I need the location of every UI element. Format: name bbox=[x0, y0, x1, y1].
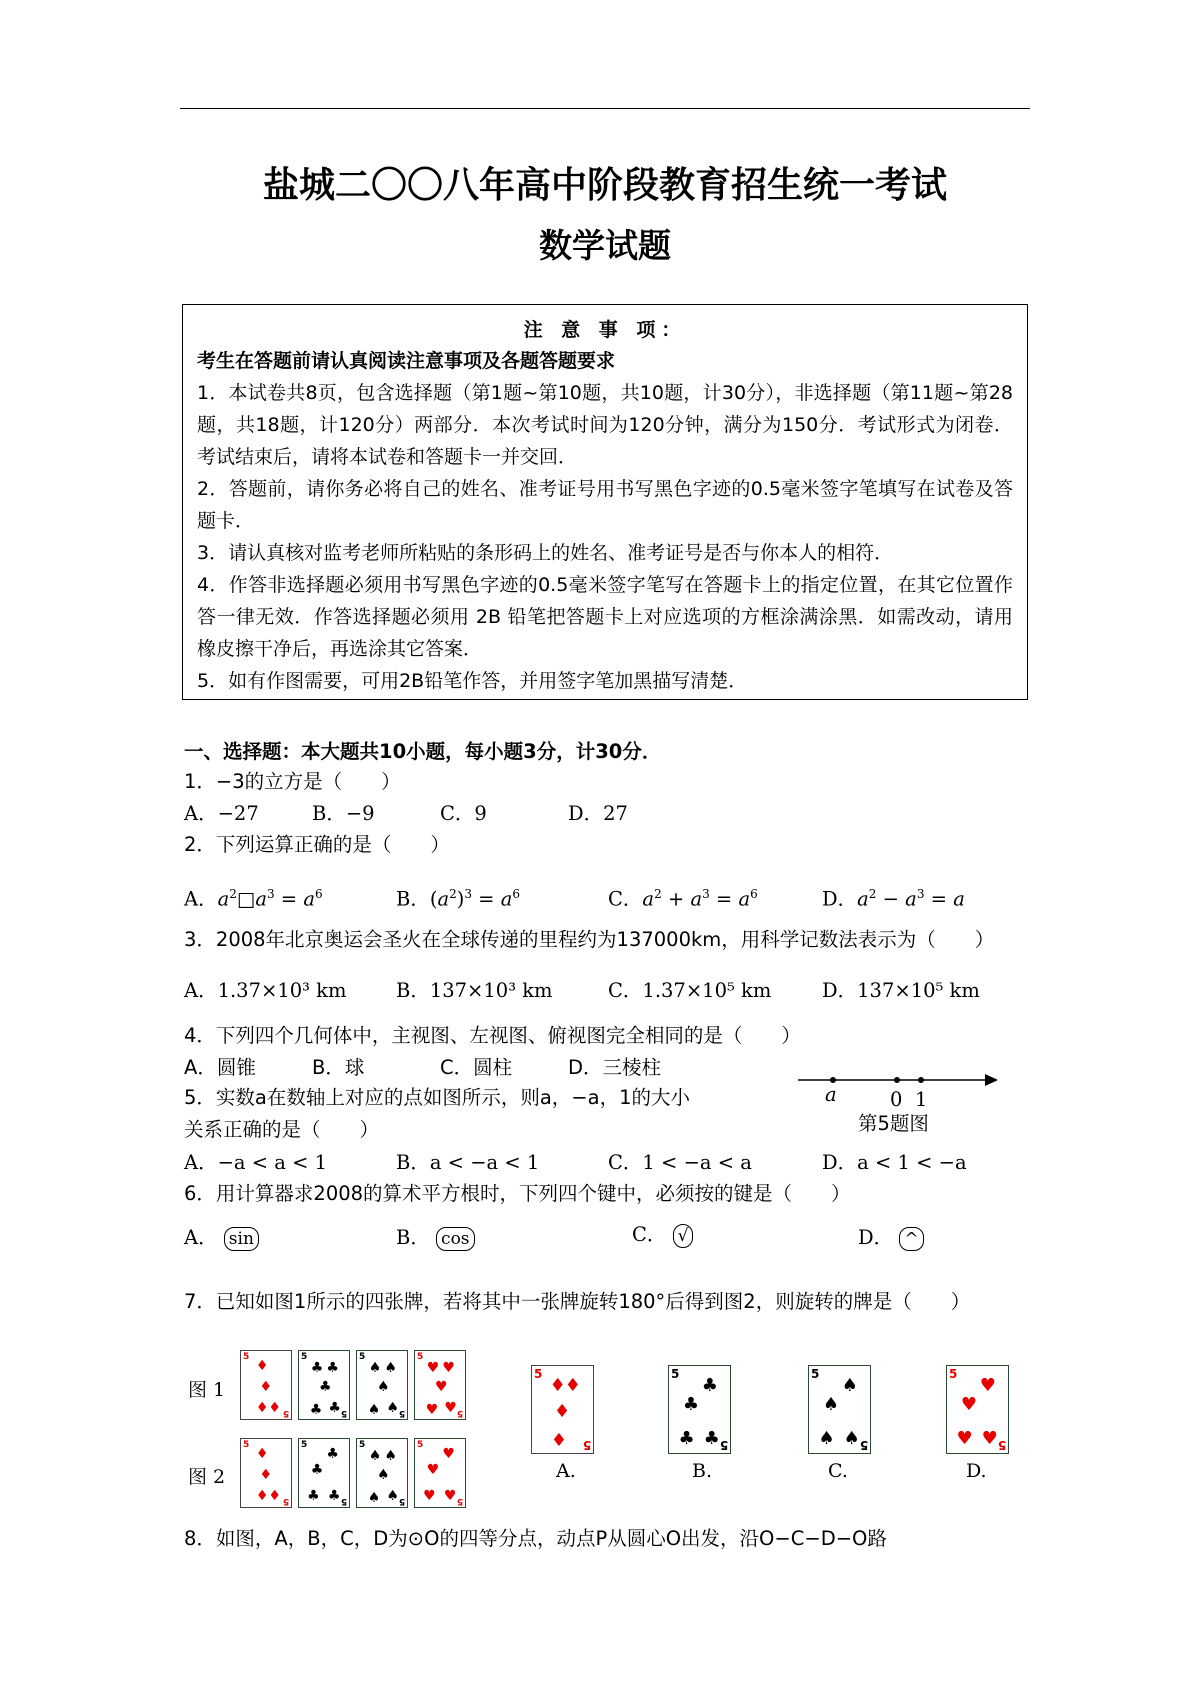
suit-pip-icon: ♦ bbox=[554, 1401, 571, 1423]
suit-pip-icon: ♥ bbox=[442, 1359, 455, 1376]
q5-option-b: B．a < −a < 1 bbox=[396, 1151, 540, 1174]
suit-pip-icon: ♠ bbox=[368, 1447, 382, 1464]
notice-heading: 注 意 事 项： bbox=[523, 319, 687, 341]
q7-option-a: A. bbox=[556, 1460, 576, 1482]
card-rank-top: 5 bbox=[417, 1440, 424, 1450]
notice-box bbox=[182, 304, 1028, 700]
suit-pip-icon: ♥ bbox=[435, 1379, 448, 1396]
q6-option-c: C． √ bbox=[632, 1221, 693, 1249]
q4-option-d: D．三棱柱 bbox=[568, 1056, 662, 1079]
suit-pip-icon: ♠ bbox=[384, 1359, 397, 1376]
notice-subheading: 考生在答题前请认真阅读注意事项及各题答题要求 bbox=[197, 350, 616, 372]
club-card bbox=[298, 1438, 350, 1508]
suit-pip-icon: ♦ bbox=[259, 1379, 273, 1396]
suit-pip-icon: ♠ bbox=[386, 1400, 399, 1417]
q7-option-d: D. bbox=[966, 1460, 987, 1482]
diamond-card bbox=[240, 1350, 292, 1420]
diamond-card bbox=[531, 1365, 594, 1454]
suit-pip-icon: ♠ bbox=[843, 1428, 860, 1450]
card-rank-bottom: 5 bbox=[282, 1496, 289, 1506]
card-rank-top: 5 bbox=[301, 1440, 308, 1450]
card-rank-bottom: 5 bbox=[398, 1496, 405, 1506]
q2-stem: 2．下列运算正确的是（ ） bbox=[184, 833, 450, 856]
q1-stem: 1．−3的立方是（ ） bbox=[184, 770, 401, 793]
spade-card bbox=[356, 1438, 408, 1508]
card-rank-bottom: 5 bbox=[456, 1408, 463, 1418]
q7-stem: 7．已知如图1所示的四张牌，若将其中一张牌旋转180°后得到图2，则旋转的牌是（ ） bbox=[184, 1290, 971, 1313]
suit-pip-icon: ♣ bbox=[309, 1401, 323, 1418]
suit-pip-icon: ♣ bbox=[703, 1428, 720, 1450]
suit-pip-icon: ♣ bbox=[326, 1446, 339, 1463]
q1-option-b: B．−9 bbox=[312, 802, 375, 825]
heart-card bbox=[946, 1365, 1009, 1454]
notice-item: 2．答题前，请你务必将自己的姓名、准考证号用书写黑色字迹的0.5毫米签字笔填写在试卷及答题卡． bbox=[197, 478, 1013, 532]
suit-pip-icon: ♠ bbox=[377, 1379, 390, 1396]
q5-label-1: 1 bbox=[915, 1088, 928, 1111]
q3-option-c: C．1.37×10⁵ km bbox=[608, 979, 772, 1002]
q6-stem: 6．用计算器求2008的算术平方根时，下列四个键中，必须按的键是（ ） bbox=[184, 1182, 851, 1205]
suit-pip-icon: ♠ bbox=[841, 1374, 858, 1396]
card-rank-top: 5 bbox=[671, 1367, 680, 1381]
suit-pip-icon: ♥ bbox=[423, 1488, 436, 1505]
suit-pip-icon: ♣ bbox=[678, 1428, 695, 1450]
suit-pip-icon: ♠ bbox=[367, 1401, 381, 1418]
q2-option-c: C．$a^2 + a^3 = a^6$ bbox=[608, 887, 758, 911]
club-card bbox=[668, 1365, 731, 1454]
suit-pip-icon: ♦ bbox=[259, 1467, 273, 1484]
suit-pip-icon: ♦ bbox=[268, 1488, 281, 1505]
q2-option-a: A．$a^2□a^3 = a^6$ bbox=[184, 887, 323, 911]
suit-pip-icon: ♣ bbox=[327, 1488, 341, 1505]
q2-option-d: D．$a^2 - a^3 = a$ bbox=[822, 887, 965, 911]
card-rank-bottom: 5 bbox=[582, 1438, 591, 1452]
suit-pip-icon: ♣ bbox=[326, 1359, 339, 1376]
q3-option-a: A．1.37×10³ km bbox=[184, 979, 347, 1002]
suit-pip-icon: ♣ bbox=[328, 1400, 341, 1417]
sin-key-icon: sin bbox=[224, 1227, 259, 1251]
q6-option-b: B． cos bbox=[396, 1224, 475, 1252]
q6-option-d: D． ^ bbox=[858, 1224, 924, 1252]
diamond-card bbox=[240, 1438, 292, 1508]
card-rank-top: 5 bbox=[243, 1440, 250, 1450]
q4-stem: 4．下列四个几何体中，主视图、左视图、俯视图完全相同的是（ ） bbox=[184, 1024, 801, 1047]
suit-pip-icon: ♠ bbox=[818, 1428, 835, 1450]
power-key-icon: ^ bbox=[899, 1227, 923, 1251]
card-rank-top: 5 bbox=[534, 1367, 543, 1381]
exam-subtitle: 数学试题 bbox=[539, 226, 671, 265]
heart-card bbox=[414, 1350, 466, 1420]
suit-pip-icon: ♣ bbox=[319, 1379, 332, 1396]
card-rank-bottom: 5 bbox=[398, 1408, 405, 1418]
suit-pip-icon: ♠ bbox=[377, 1467, 390, 1484]
notice-item: 4．作答非选择题必须用书写黑色字迹的0.5毫米签字笔写在答题卡上的指定位置，在其它位置作答一律无效．作答选择题必须用 2B 铅笔把答题卡上对应选项的方框涂满涂黑．如需改动，请用橡皮擦干净后，再选涂其它答案． bbox=[197, 574, 1013, 660]
suit-pip-icon: ♥ bbox=[981, 1428, 998, 1450]
notice-item: 1．本试卷共8页，包含选择题（第1题~第10题，共10题，计30分），非选择题（第11题~第28题，共18题，计120分）两部分．本次考试时间为120分钟，满分为150分．考试形式为闭卷．考试结束后，请将本试卷和答题卡一并交回． bbox=[197, 382, 1013, 468]
q5-stem-line1: 5．实数a在数轴上对应的点如图所示，则a，−a，1的大小 bbox=[184, 1086, 691, 1109]
card-rank-bottom: 5 bbox=[997, 1438, 1006, 1452]
suit-pip-icon: ♦ bbox=[255, 1446, 269, 1463]
q5-stem-line2: 关系正确的是（ ） bbox=[184, 1118, 380, 1141]
suit-pip-icon: ♠ bbox=[367, 1489, 381, 1506]
card-rank-bottom: 5 bbox=[456, 1496, 463, 1506]
card-rank-top: 5 bbox=[417, 1352, 424, 1362]
suit-pip-icon: ♦ bbox=[255, 1400, 269, 1417]
suit-pip-icon: ♥ bbox=[426, 1461, 440, 1478]
q2-option-b: B．$(a^2)^3 = a^6$ bbox=[396, 887, 521, 911]
q7-option-c: C. bbox=[828, 1460, 848, 1482]
q3-option-d: D．137×10⁵ km bbox=[822, 979, 980, 1002]
suit-pip-icon: ♠ bbox=[822, 1394, 839, 1416]
suit-pip-icon: ♥ bbox=[956, 1428, 973, 1450]
q3-option-b: B．137×10³ km bbox=[396, 979, 553, 1002]
suit-pip-icon: ♥ bbox=[979, 1374, 996, 1396]
card-rank-top: 5 bbox=[359, 1440, 366, 1450]
card-rank-top: 5 bbox=[811, 1367, 820, 1381]
q1-option-c: C．9 bbox=[440, 802, 487, 825]
suit-pip-icon: ♦ bbox=[268, 1400, 281, 1417]
card-rank-bottom: 5 bbox=[282, 1408, 289, 1418]
suit-pip-icon: ♥ bbox=[426, 1359, 440, 1376]
card-rank-bottom: 5 bbox=[340, 1408, 347, 1418]
suit-pip-icon: ♥ bbox=[444, 1400, 457, 1417]
q4-option-a: A．圆锥 bbox=[184, 1056, 256, 1079]
q5-option-a: A．−a < a < 1 bbox=[184, 1151, 328, 1174]
q7-option-b: B. bbox=[692, 1460, 713, 1482]
spade-card bbox=[808, 1365, 871, 1454]
suit-pip-icon: ♦ bbox=[549, 1374, 566, 1396]
cos-key-icon: cos bbox=[436, 1227, 474, 1251]
q6-option-a: A． sin bbox=[184, 1224, 259, 1252]
suit-pip-icon: ♥ bbox=[425, 1401, 439, 1418]
suit-pip-icon: ♣ bbox=[307, 1488, 320, 1505]
card-rank-top: 5 bbox=[243, 1352, 250, 1362]
card-rank-bottom: 5 bbox=[719, 1438, 728, 1452]
section-heading: 一、选择题：本大题共10小题，每小题3分，计30分． bbox=[184, 740, 662, 763]
suit-pip-icon: ♠ bbox=[384, 1447, 397, 1464]
card-rank-bottom: 5 bbox=[340, 1496, 347, 1506]
exam-title: 盐城二〇〇八年高中阶段教育招生统一考试 bbox=[262, 165, 947, 206]
suit-pip-icon: ♦ bbox=[550, 1429, 568, 1451]
sqrt-key-icon: √ bbox=[673, 1224, 694, 1248]
q4-option-b: B．球 bbox=[312, 1056, 365, 1079]
q5-label-a: a bbox=[825, 1083, 837, 1106]
spade-card bbox=[356, 1350, 408, 1420]
suit-pip-icon: ♣ bbox=[701, 1374, 718, 1396]
suit-pip-icon: ♣ bbox=[310, 1461, 324, 1478]
suit-pip-icon: ♠ bbox=[386, 1488, 399, 1505]
q8-stem: 8．如图，A，B，C，D为⊙O的四等分点，动点P从圆心O出发，沿O−C−D−O路 bbox=[184, 1527, 887, 1550]
q5-option-c: C．1 < −a < a bbox=[608, 1151, 752, 1174]
q5-option-d: D．a < 1 < −a bbox=[822, 1151, 967, 1174]
notice-item: 5．如有作图需要，可用2B铅笔作答，并用签字笔加黑描写清楚． bbox=[197, 670, 748, 692]
suit-pip-icon: ♣ bbox=[682, 1394, 699, 1416]
q1-option-d: D．27 bbox=[568, 802, 628, 825]
suit-pip-icon: ♥ bbox=[443, 1488, 457, 1505]
suit-pip-icon: ♠ bbox=[368, 1359, 382, 1376]
q7-fig2-label: 图 2 bbox=[188, 1466, 226, 1488]
card-rank-bottom: 5 bbox=[859, 1438, 868, 1452]
notice-item: 3．请认真核对监考老师所粘贴的条形码上的姓名、准考证号是否与你本人的相符． bbox=[197, 542, 894, 564]
q3-stem: 3．2008年北京奥运会圣火在全球传递的里程约为137000km，用科学记数法表示为（ ） bbox=[184, 928, 995, 951]
q1-option-a: A．−27 bbox=[184, 802, 259, 825]
suit-pip-icon: ♦ bbox=[255, 1358, 269, 1375]
club-card bbox=[298, 1350, 350, 1420]
card-rank-top: 5 bbox=[301, 1352, 308, 1362]
card-rank-top: 5 bbox=[949, 1367, 958, 1381]
q4-option-c: C．圆柱 bbox=[440, 1056, 513, 1079]
suit-pip-icon: ♣ bbox=[310, 1359, 324, 1376]
top-rule bbox=[180, 108, 1030, 109]
q5-label-0: 0 bbox=[890, 1088, 903, 1111]
suit-pip-icon: ♥ bbox=[442, 1446, 455, 1463]
heart-card bbox=[414, 1438, 466, 1508]
suit-pip-icon: ♦ bbox=[564, 1374, 581, 1396]
suit-pip-icon: ♥ bbox=[960, 1394, 977, 1416]
suit-pip-icon: ♦ bbox=[255, 1488, 269, 1505]
q5-figure-caption: 第5题图 bbox=[858, 1112, 929, 1135]
q7-fig1-label: 图 1 bbox=[188, 1379, 226, 1401]
card-rank-top: 5 bbox=[359, 1352, 366, 1362]
